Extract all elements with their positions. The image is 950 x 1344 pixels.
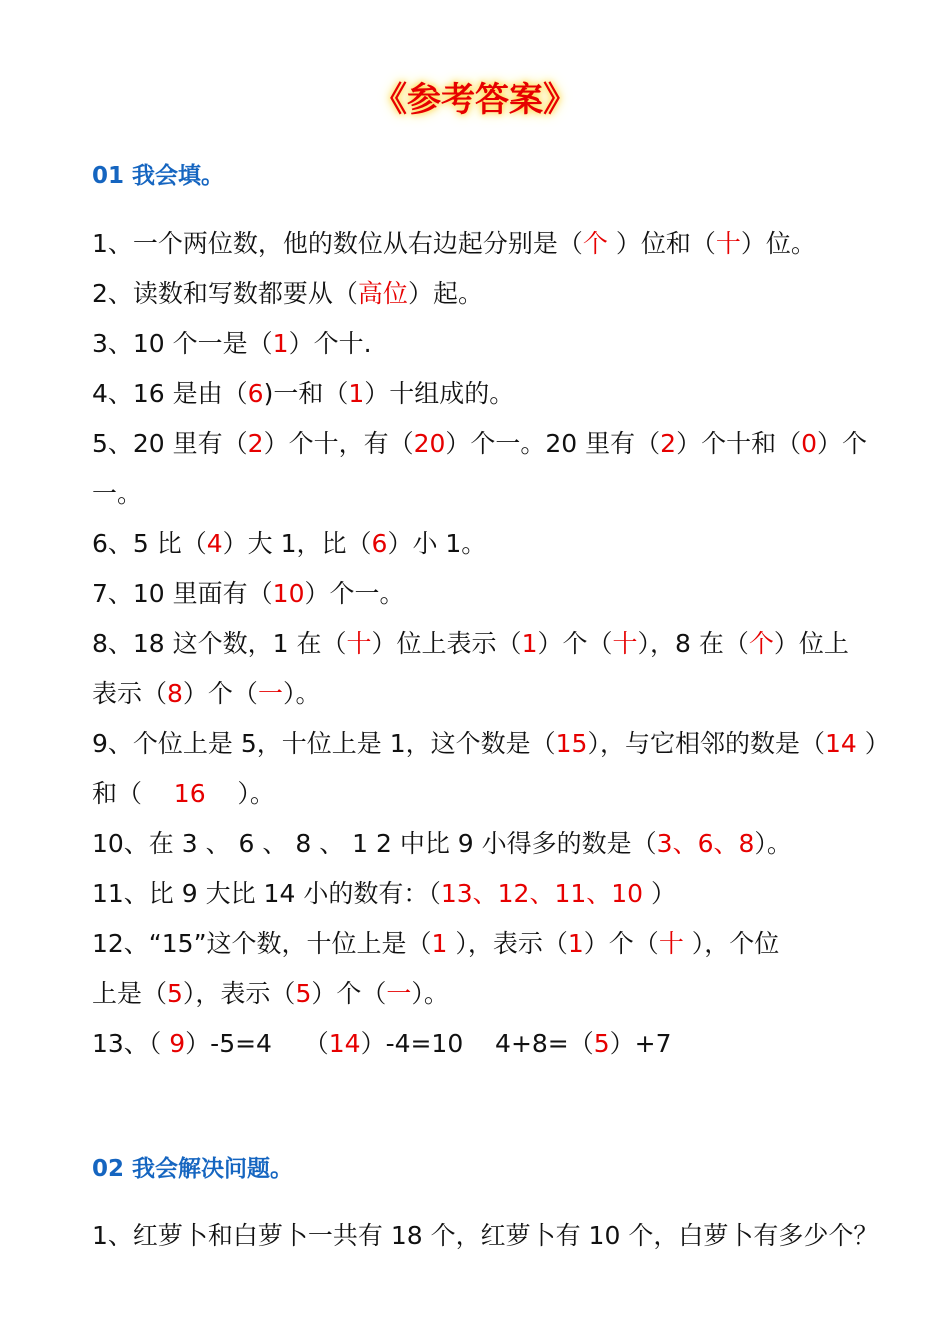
answer-text: 十 <box>346 629 372 658</box>
answer-text: 一 <box>257 679 283 708</box>
question-text: ）。 <box>754 829 792 858</box>
answer-text: 8 <box>167 679 183 708</box>
answer-line <box>92 279 483 309</box>
question-text: 11、比 9 大比 14 小的数有：（ <box>92 879 441 908</box>
question-text: 9、个位上是 5，十位上是 1，这个数是（ <box>92 729 556 758</box>
question-text: ）个（ <box>583 929 659 958</box>
question-text: ）个十和（ <box>676 429 802 458</box>
question-text: ），个位 <box>683 929 780 958</box>
question-text: 4、16 是由（ <box>92 379 248 408</box>
question-text: ）位。 <box>740 229 816 258</box>
answer-text: 4 <box>206 529 223 558</box>
question-text: )一和（ <box>263 379 349 408</box>
answer-line <box>92 879 676 909</box>
question-text: ）个（ <box>182 679 258 708</box>
answer-line <box>92 979 449 1009</box>
answer-text: 十 <box>612 629 638 658</box>
question-text: ）十组成的。 <box>364 379 515 408</box>
answer-text: 5 <box>593 1029 610 1058</box>
question-text: ）。 <box>205 779 275 808</box>
question-text: ）个十. <box>288 329 372 358</box>
question-text: 13、（ <box>92 1029 170 1058</box>
answer-text: 15 <box>555 729 588 758</box>
question-text: ）个 <box>817 429 868 458</box>
question-text: ）个一。20 里有（ <box>445 429 661 458</box>
question-text: 表示（ <box>92 679 168 708</box>
answer-text: 1 <box>431 929 448 958</box>
question-text: ）。 <box>282 679 321 708</box>
answer-text: 1 <box>567 929 584 958</box>
answer-text: 5 <box>167 979 183 1008</box>
answer-line <box>92 929 779 959</box>
question-text: 7、10 里面有（ <box>92 579 273 608</box>
answer-text: 一 <box>386 979 412 1008</box>
answer-line <box>92 329 372 359</box>
question-text: 6、5 比（ <box>92 529 207 558</box>
question-text: ）小 1。 <box>387 529 487 558</box>
answer-text: 6 <box>371 529 388 558</box>
answer-line <box>92 229 816 259</box>
question-text: 和（ <box>92 779 174 808</box>
answer-text: 16 <box>173 779 206 808</box>
question-text: 2、读数和写数都要从（ <box>92 279 358 308</box>
question-text: ）个一。 <box>304 579 405 608</box>
answer-line <box>92 679 320 709</box>
question-text: ）位上 <box>773 629 849 658</box>
question-text: ）大 1，比（ <box>222 529 372 558</box>
answer-text: 3、6、8 <box>656 829 755 858</box>
answer-text: 十 <box>715 229 741 258</box>
answer-line <box>92 1029 672 1059</box>
question-text: ） <box>643 879 677 908</box>
question-text: 12、“15”这个数，十位上是（ <box>92 929 432 958</box>
answer-line <box>92 629 849 659</box>
question-text: ）-5=4 （ <box>185 1029 329 1058</box>
answer-text: 20 <box>413 429 446 458</box>
question-text: 10、在 3 、 6 、 8 、 1 2 中比 9 小得多的数是（ <box>92 829 657 858</box>
answer-text: 6 <box>247 379 264 408</box>
question-text: ）位和（ <box>607 229 716 258</box>
question-text: ）个十，有（ <box>263 429 414 458</box>
answer-line <box>92 529 486 559</box>
answer-text: 13、12、11、10 <box>440 879 644 908</box>
answer-text: 9 <box>169 1029 186 1058</box>
question-text: ），8 在（ <box>637 629 749 658</box>
answer-text: 1 <box>521 629 538 658</box>
question-text: ）-4=10 4+8=（ <box>360 1029 594 1058</box>
question-text: 1、一个两位数，他的数位从右边起分别是（ <box>92 229 583 258</box>
answer-line <box>92 829 792 859</box>
answer-text: 14 <box>824 729 857 758</box>
question-text: ）+7 <box>609 1029 672 1058</box>
question-text: 3、10 个一是（ <box>92 329 273 358</box>
answer-text: 14 <box>328 1029 361 1058</box>
answer-line <box>92 379 514 409</box>
question-text: 8、18 这个数，1 在（ <box>92 629 347 658</box>
answer-text: 5 <box>295 979 312 1008</box>
question-text: 一。 <box>92 479 143 508</box>
question-text: ），表示（ <box>447 929 568 958</box>
answer-text: 十 <box>658 929 684 958</box>
question-text: ），与它相邻的数是（ <box>587 729 825 758</box>
answer-text: 2 <box>660 429 677 458</box>
answer-text: 个 <box>748 629 774 658</box>
answer-text: 1 <box>272 329 289 358</box>
question-text: 5、20 里有（ <box>92 429 248 458</box>
question-text: ），表示（ <box>182 979 296 1008</box>
question-text: ）个（ <box>311 979 387 1008</box>
question-text: 上是（ <box>92 979 168 1008</box>
answer-text: 2 <box>247 429 264 458</box>
question-text: ）位上表示（ <box>371 629 522 658</box>
answer-text: 个 <box>582 229 608 258</box>
question-text: ）个（ <box>537 629 613 658</box>
question-text: ）。 <box>411 979 449 1008</box>
section-heading-problems: 02 我会解决问题。 <box>92 1156 294 1182</box>
answer-line <box>92 779 275 809</box>
answer-text: 10 <box>272 579 305 608</box>
answer-line <box>92 479 142 509</box>
answer-text: 1 <box>348 379 365 408</box>
answer-text: 0 <box>801 429 817 458</box>
answer-text: 高位 <box>357 279 408 308</box>
answer-line <box>92 729 890 759</box>
question-text: ） <box>856 729 890 758</box>
answer-line <box>92 579 405 609</box>
problem-line: 1、红萝卜和白萝卜一共有 18 个，红萝卜有 10 个，白萝卜有多少个？ <box>92 1221 879 1250</box>
page-title: 《参考答案》 <box>373 80 577 120</box>
answer-line <box>92 429 867 459</box>
question-text: ）起。 <box>407 279 483 308</box>
section-heading-fill: 01 我会填。 <box>92 163 225 189</box>
